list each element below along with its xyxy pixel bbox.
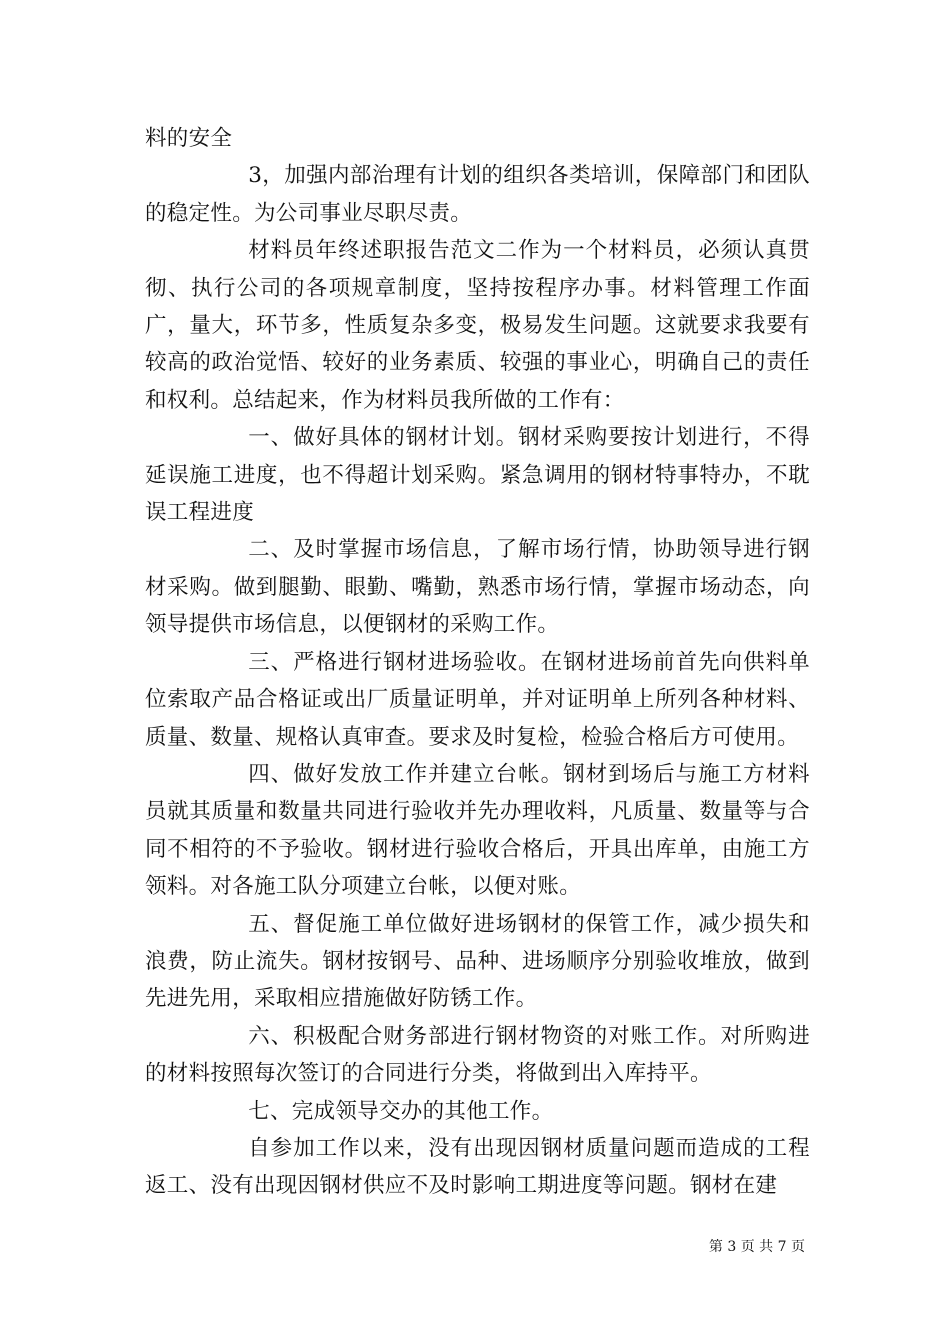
paragraph-section-6: 六、积极配合财务部进行钢材物资的对账工作。对所购进的材料按照每次签订的合同进行分类，将做到出入库持平。 <box>145 1023 810 1087</box>
document-body <box>145 120 810 1205</box>
paragraph-section-2: 二、及时掌握市场信息，了解市场行情，协助领导进行钢材采购。做到腿勤、眼勤、嘴勤，熟悉市场行情，掌握市场动态，向领导提供市场信息，以便钢材的采购工作。 <box>145 537 810 638</box>
paragraph-item-3: 3，加强内部治理有计划的组织各类培训，保障部门和团队的稳定性。为公司事业尽职尽责。 <box>145 163 810 226</box>
paragraph-section-7: 七、完成领导交办的其他工作。 <box>248 1098 554 1124</box>
page-number: 第 3 页 共 7 页 <box>708 1239 805 1255</box>
paragraph-section-3: 三、严格进行钢材进场验收。在钢材进场前首先向供料单位索取产品合格证或出厂质量证明单，并对证明单上所列各种材料、质量、数量、规格认真审查。要求及时复检，检验合格后方可使用。 <box>145 649 810 750</box>
paragraph-section-4: 四、做好发放工作并建立台帐。钢材到场后与施工方材料员就其质量和数量共同进行验收并先办理收料，凡质量、数量等与合同不相符的不予验收。钢材进行验收合格后，开具出库单，由施工方领料。对各施工队分项建立台帐，以便对账。 <box>145 761 810 900</box>
paragraph-section-5: 五、督促施工单位做好进场钢材的保管工作，减少损失和浪费，防止流失。钢材按钢号、品种、进场顺序分别验收堆放，做到先进先用，采取相应措施做好防锈工作。 <box>145 911 810 1012</box>
paragraph-continuation: 料的安全 <box>145 126 233 151</box>
paragraph-section-1: 一、做好具体的钢材计划。钢材采购要按计划进行，不得延误施工进度，也不得超计划采购。紧急调用的钢材特事特办，不耽误工程进度 <box>145 425 810 526</box>
paragraph-summary: 自参加工作以来，没有出现因钢材质量问题而造成的工程返工、没有出现因钢材供应不及时影响工期进度等问题。钢材在建 <box>145 1135 810 1199</box>
paragraph-intro: 材料员年终述职报告范文二作为一个材料员，必须认真贯彻、执行公司的各项规章制度，坚持按程序办事。材料管理工作面广，量大，环节多，性质复杂多变，极易发生问题。这就要求我要有较高的政治觉悟、较好的业务素质、较强的事业心，明确自己的责任和权利。总结起来，作为材料员我所做的工作有： <box>145 238 810 413</box>
